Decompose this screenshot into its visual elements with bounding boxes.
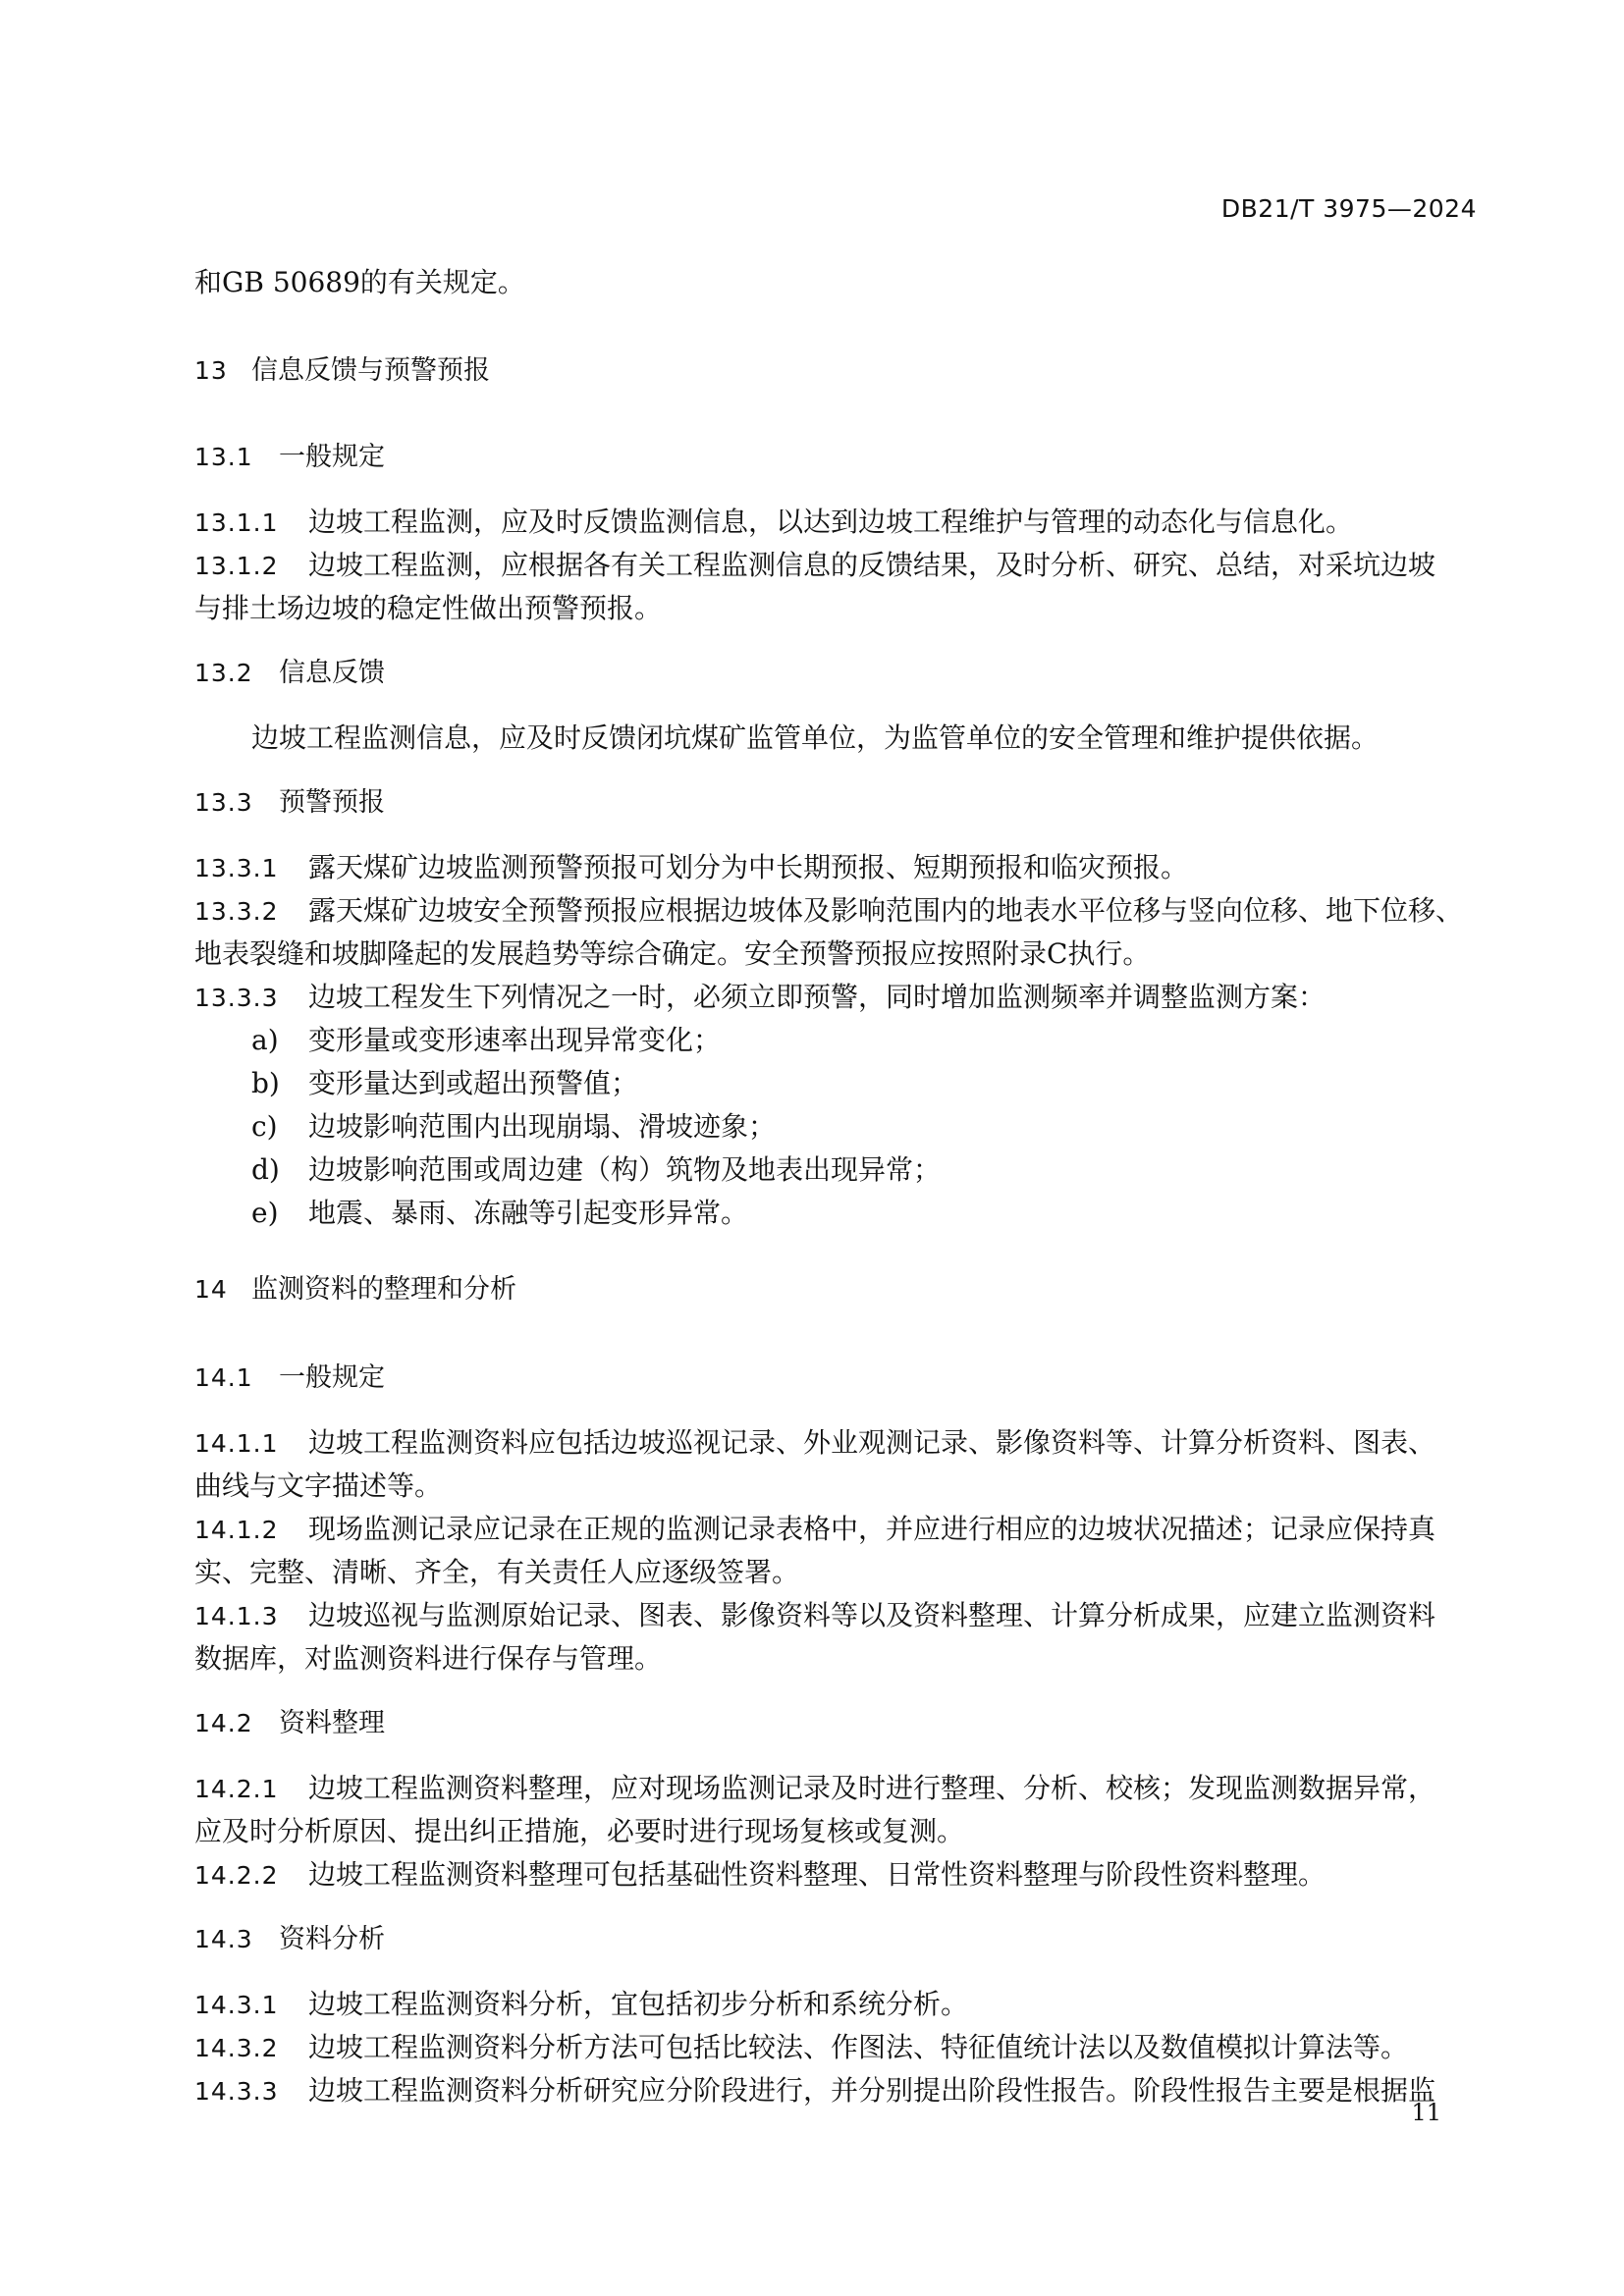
clause-text: 边坡工程监测资料应包括边坡巡视记录、外业观测记录、影像资料等、计算分析资料、图表、 [308,1426,1436,1459]
section-14-heading [194,1268,1500,1311]
clause-14-3-3 [194,2069,1500,2113]
clause-number: 14.2.1 [194,1775,279,1803]
clause-number: 14.3.2 [194,2034,279,2062]
clause-number: 13.3.2 [194,897,279,926]
intro-continuation: 和GB 50689的有关规定。 [194,266,525,298]
clause-number: 13.3.1 [194,854,279,882]
clause-14-1-2 [194,1508,1500,1552]
clause-14-3-1 [194,1983,1500,2027]
list-item [194,1062,1557,1105]
list-item-text: 变形量达到或超出预警值； [308,1067,639,1099]
clause-number: 14.3.3 [194,2077,279,2106]
clause-14-1-2-continuation: 实、完整、清晰、齐全，有关责任人应逐级签署。 [194,1556,800,1588]
subsection-title: 预警预报 [279,787,385,818]
subsection-number: 14.1 [194,1363,253,1392]
subsection-13-2-heading [194,652,1500,695]
section-number: 13 [194,356,228,385]
list-item-tag: a) [251,1024,279,1056]
list-item-text: 边坡影响范围或周边建（构）筑物及地表出现异常； [308,1153,942,1186]
clause-number: 14.3.1 [194,1991,279,2019]
subsection-13-1-heading [194,436,1500,479]
subsection-14-1-heading [194,1357,1500,1400]
clause-text: 边坡工程监测资料分析方法可包括比较法、作图法、特征值统计法以及数值模拟计算法等。 [308,2031,1409,2063]
list-item [194,1019,1557,1062]
clause-13-1-2 [194,544,1500,588]
clause-text: 边坡工程监测，应及时反馈监测信息，以达到边坡工程维护与管理的动态化与信息化。 [308,506,1354,538]
clause-14-1-3-continuation: 数据库，对监测资料进行保存与管理。 [194,1642,663,1675]
paragraph-13-2: 边坡工程监测信息，应及时反馈闭坑煤矿监管单位，为监管单位的安全管理和维护提供依据。 [251,721,1380,754]
clause-text: 边坡工程监测资料分析研究应分阶段进行，并分别提出阶段性报告。阶段性报告主要是根据监 [308,2074,1436,2107]
subsection-13-3-heading [194,781,1500,825]
section-13-heading [194,349,1500,393]
section-title: 监测资料的整理和分析 [251,1274,516,1305]
clause-number: 14.1.3 [194,1602,279,1630]
clause-14-2-2 [194,1853,1500,1897]
clause-14-3-2 [194,2026,1500,2070]
page-number: 11 [1411,2099,1441,2126]
clause-number: 14.1.2 [194,1516,279,1544]
clause-text: 边坡工程发生下列情况之一时，必须立即预警，同时增加监测频率并调整监测方案： [308,981,1326,1013]
clause-number: 14.1.1 [194,1429,279,1458]
clause-text: 边坡工程监测资料整理可包括基础性资料整理、日常性资料整理与阶段性资料整理。 [308,1858,1326,1891]
clause-text: 现场监测记录应记录在正规的监测记录表格中，并应进行相应的边坡状况描述；记录应保持真 [308,1513,1436,1545]
subsection-14-2-heading [194,1702,1500,1745]
document-id-header: DB21/T 3975—2024 [1220,194,1477,223]
list-item-tag: c) [251,1110,278,1143]
list-item [194,1105,1557,1148]
clause-13-1-1 [194,501,1500,545]
clause-13-3-2-continuation: 地表裂缝和坡脚隆起的发展趋势等综合确定。安全预警预报应按照附录C执行。 [194,937,1151,970]
subsection-title: 资料分析 [279,1924,385,1954]
subsection-title: 一般规定 [279,442,385,472]
clause-text: 边坡巡视与监测原始记录、图表、影像资料等以及资料整理、计算分析成果，应建立监测资料 [308,1599,1436,1631]
clause-text: 露天煤矿边坡安全预警预报应根据边坡体及影响范围内的地表水平位移与竖向位移、地下位移、 [308,894,1464,927]
clause-14-1-1-continuation: 曲线与文字描述等。 [194,1469,443,1502]
clause-14-1-1 [194,1421,1500,1466]
clause-13-3-3 [194,976,1500,1020]
list-item-tag: b) [251,1067,280,1099]
subsection-title: 信息反馈 [279,658,385,688]
clause-number: 13.1.2 [194,552,279,580]
clause-number: 13.3.3 [194,984,279,1012]
subsection-number: 13.2 [194,659,253,687]
clause-text: 边坡工程监测，应根据各有关工程监测信息的反馈结果，及时分析、研究、总结，对采坑边坡 [308,549,1436,581]
section-number: 14 [194,1275,228,1304]
list-item [194,1148,1557,1192]
clause-13-1-2-continuation: 与排土场边坡的稳定性做出预警预报。 [194,592,663,624]
clause-14-2-1-continuation: 应及时分析原因、提出纠正措施，必要时进行现场复核或复测。 [194,1815,965,1847]
list-item-tag: e) [251,1197,279,1229]
list-item [194,1192,1557,1235]
subsection-number: 14.2 [194,1709,253,1737]
list-item-text: 地震、暴雨、冻融等引起变形异常。 [308,1197,749,1229]
subsection-title: 资料整理 [279,1708,385,1738]
subsection-number: 14.3 [194,1925,253,1953]
list-item-text: 变形量或变形速率出现异常变化； [308,1024,722,1056]
clause-14-1-3 [194,1594,1500,1638]
clause-text: 边坡工程监测资料分析，宜包括初步分析和系统分析。 [308,1988,969,2020]
list-item-text: 边坡影响范围内出现崩塌、滑坡迹象； [308,1110,777,1143]
subsection-title: 一般规定 [279,1362,385,1393]
clause-number: 14.2.2 [194,1861,279,1890]
section-title: 信息反馈与预警预报 [251,355,490,386]
subsection-14-3-heading [194,1918,1500,1961]
clause-text: 边坡工程监测资料整理，应对现场监测记录及时进行整理、分析、校核；发现监测数据异常， [308,1772,1436,1804]
subsection-number: 13.1 [194,443,253,471]
clause-13-3-1 [194,846,1500,890]
clause-14-2-1 [194,1767,1500,1811]
list-item-tag: d) [251,1153,280,1186]
subsection-number: 13.3 [194,788,253,817]
clause-13-3-2 [194,889,1500,934]
clause-number: 13.1.1 [194,508,279,537]
clause-text: 露天煤矿边坡监测预警预报可划分为中长期预报、短期预报和临灾预报。 [308,851,1189,883]
